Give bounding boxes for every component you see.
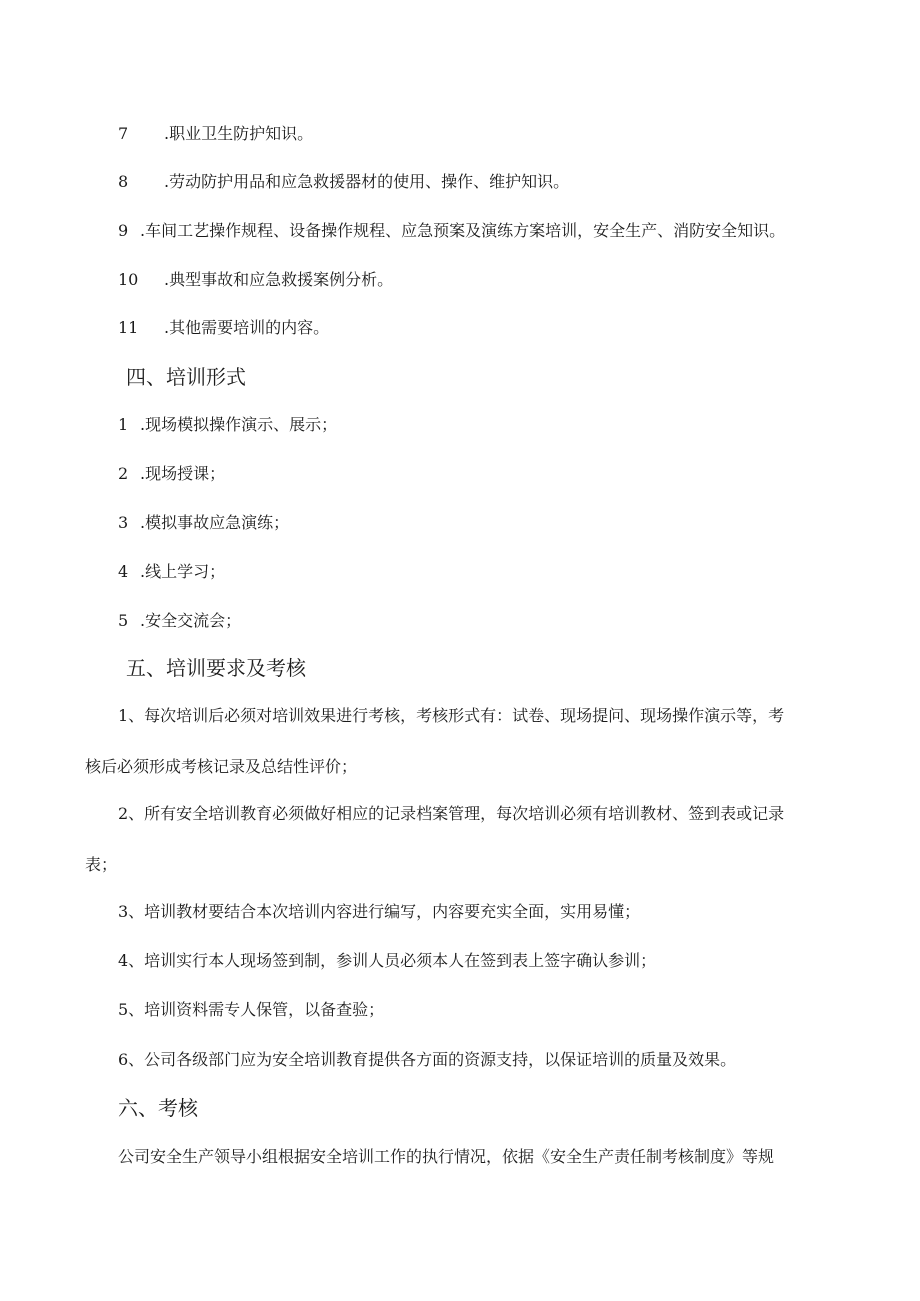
item-number: 11 — [118, 318, 139, 337]
requirement-6: 6、公司各级部门应为安全培训教育提供各方面的资源支持，以保证培训的质量及效果。 — [118, 1050, 737, 1069]
requirement-1-line1: 1、每次培训后必须对培训效果进行考核，考核形式有：试卷、现场提问、现场操作演示等，考 — [118, 706, 785, 725]
form-item-5 — [118, 611, 241, 631]
requirement-4: 4、培训实行本人现场签到制，参训人员必须本人在签到表上签字确认参训； — [118, 951, 657, 970]
content-item-7 — [118, 124, 313, 144]
item-number: 1 — [118, 415, 129, 434]
item-text: .安全交流会； — [140, 611, 242, 630]
form-item-4 — [118, 562, 225, 582]
item-number: 4 — [118, 562, 129, 581]
requirement-2-line2: 表； — [85, 855, 118, 874]
requirement-5: 5、培训资料需专人保管，以备查验； — [118, 1000, 385, 1019]
content-item-8 — [118, 172, 569, 192]
item-number: 8 — [118, 172, 129, 191]
requirement-1-line2: 核后必须形成考核记录及总结性评价； — [85, 757, 358, 776]
item-text: .其他需要培训的内容。 — [164, 318, 330, 337]
item-text: .职业卫生防护知识。 — [164, 124, 314, 143]
item-number: 7 — [118, 124, 129, 143]
assessment-paragraph: 公司安全生产领导小组根据安全培训工作的执行情况，依据《安全生产责任制考核制度》等规 — [118, 1147, 775, 1166]
item-text: .线上学习； — [140, 562, 226, 581]
item-text: .现场授课； — [140, 464, 226, 483]
requirement-3: 3、培训教材要结合本次培训内容进行编写，内容要充实全面，实用易懂； — [118, 902, 641, 921]
item-number: 2 — [118, 464, 129, 483]
item-number: 9 — [118, 221, 129, 240]
section-heading-4: 四、培训形式 — [126, 365, 246, 389]
item-number: 3 — [118, 513, 129, 532]
item-text: .车间工艺操作规程、设备操作规程、应急预案及演练方案培训，安全生产、消防安全知识。 — [140, 221, 786, 240]
item-number: 10 — [118, 270, 139, 289]
form-item-1 — [118, 415, 337, 435]
item-number: 5 — [118, 611, 129, 630]
item-text: .现场模拟操作演示、展示； — [140, 415, 338, 434]
content-item-10 — [118, 270, 393, 290]
requirement-2-line1: 2、所有安全培训教育必须做好相应的记录档案管理，每次培训必须有培训教材、签到表或记录 — [118, 804, 785, 823]
item-text: .模拟事故应急演练； — [140, 513, 290, 532]
form-item-2 — [118, 464, 225, 484]
content-item-11 — [118, 318, 329, 338]
form-item-3 — [118, 513, 289, 533]
section-heading-6: 六、考核 — [118, 1096, 198, 1120]
item-text: .典型事故和应急救援案例分析。 — [164, 270, 394, 289]
content-item-9 — [118, 221, 785, 241]
item-text: .劳动防护用品和应急救援器材的使用、操作、维护知识。 — [164, 172, 570, 191]
section-heading-5: 五、培训要求及考核 — [126, 656, 306, 680]
